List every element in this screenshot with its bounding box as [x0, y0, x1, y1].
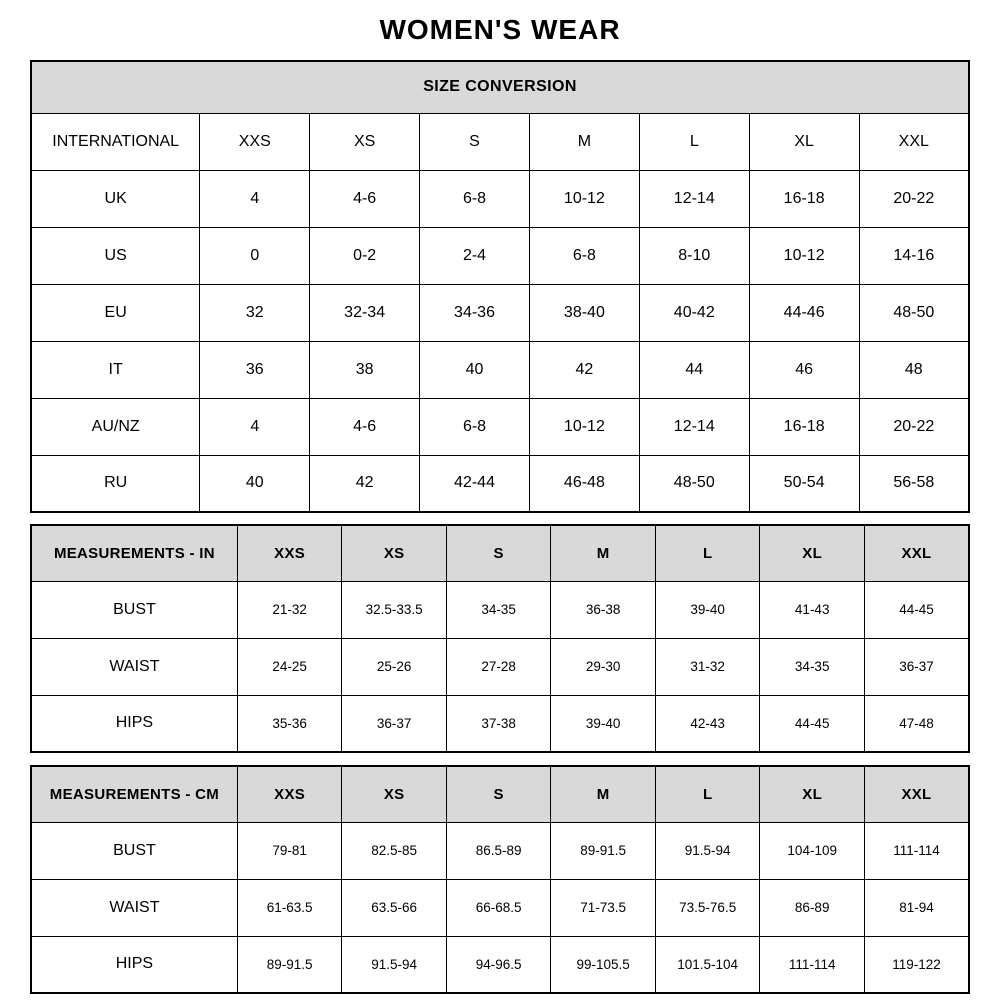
measurements-in-title: MEASUREMENTS - IN — [31, 525, 237, 581]
size-conversion-title: SIZE CONVERSION — [31, 61, 969, 113]
measurements-cm-cell: 73.5-76.5 — [655, 879, 760, 936]
size-col-header-l: L — [639, 113, 749, 170]
size-conversion-cell: 10-12 — [529, 170, 639, 227]
size-conversion-cell: 6-8 — [529, 227, 639, 284]
size-conversion-cell: 42 — [310, 455, 420, 512]
size-col-header-xl: XL — [749, 113, 859, 170]
row-label-hips: HIPS — [31, 936, 237, 993]
measurements-in-row-waist — [31, 638, 969, 695]
measurements-in-cell: 36-38 — [551, 581, 656, 638]
row-label-us: US — [31, 227, 200, 284]
size-conversion-row-uk — [31, 170, 969, 227]
measurements-in-body — [31, 525, 969, 752]
measurements-in-cell: 44-45 — [864, 581, 969, 638]
size-conversion-cell: 12-14 — [639, 398, 749, 455]
size-conversion-cell: 40 — [420, 341, 530, 398]
size-conversion-cell: 56-58 — [859, 455, 969, 512]
measurements-in-cell: 41-43 — [760, 581, 865, 638]
measurements-cm-table — [30, 765, 970, 994]
measurements-cm-size-header-xxs: XXS — [237, 766, 342, 822]
measurements-cm-size-header-l: L — [655, 766, 760, 822]
measurements-cm-title: MEASUREMENTS - CM — [31, 766, 237, 822]
size-conversion-cell: 32 — [200, 284, 310, 341]
measurements-cm-cell: 89-91.5 — [551, 822, 656, 879]
size-conversion-cell: 48 — [859, 341, 969, 398]
size-conversion-cell: 10-12 — [529, 398, 639, 455]
row-label-eu: EU — [31, 284, 200, 341]
size-conversion-cell: 10-12 — [749, 227, 859, 284]
measurements-cm-cell: 91.5-94 — [655, 822, 760, 879]
size-col-header-xxs: XXS — [200, 113, 310, 170]
measurements-in-cell: 21-32 — [237, 581, 342, 638]
row-label-bust: BUST — [31, 581, 237, 638]
measurements-in-row-bust — [31, 581, 969, 638]
measurements-in-cell: 44-45 — [760, 695, 865, 752]
size-conversion-cell: 38-40 — [529, 284, 639, 341]
size-conversion-cell: 44 — [639, 341, 749, 398]
size-conversion-cell: 36 — [200, 341, 310, 398]
measurements-in-cell: 34-35 — [446, 581, 551, 638]
measurements-cm-size-header-m: M — [551, 766, 656, 822]
measurements-in-size-header-m: M — [551, 525, 656, 581]
measurements-cm-cell: 99-105.5 — [551, 936, 656, 993]
row-label-it: IT — [31, 341, 200, 398]
size-conversion-cell: 4-6 — [310, 398, 420, 455]
measurements-cm-size-header-xl: XL — [760, 766, 865, 822]
measurements-cm-size-header-s: S — [446, 766, 551, 822]
size-conversion-cell: 6-8 — [420, 170, 530, 227]
size-conversion-cell: 40 — [200, 455, 310, 512]
row-label-au-nz: AU/NZ — [31, 398, 200, 455]
size-conversion-cell: 16-18 — [749, 170, 859, 227]
measurements-in-row-hips — [31, 695, 969, 752]
measurements-cm-cell: 71-73.5 — [551, 879, 656, 936]
measurements-in-cell: 27-28 — [446, 638, 551, 695]
measurements-cm-cell: 111-114 — [864, 822, 969, 879]
measurements-in-cell: 36-37 — [342, 695, 447, 752]
size-conversion-banner-row — [31, 61, 969, 113]
row-label-waist: WAIST — [31, 638, 237, 695]
measurements-in-cell: 37-38 — [446, 695, 551, 752]
measurements-in-cell: 39-40 — [551, 695, 656, 752]
measurements-in-cell: 34-35 — [760, 638, 865, 695]
size-conversion-cell: 40-42 — [639, 284, 749, 341]
size-conversion-cell: 20-22 — [859, 398, 969, 455]
measurements-in-cell: 32.5-33.5 — [342, 581, 447, 638]
size-conversion-row-eu — [31, 284, 969, 341]
measurements-cm-cell: 91.5-94 — [342, 936, 447, 993]
measurements-cm-body — [31, 766, 969, 993]
measurements-in-size-header-l: L — [655, 525, 760, 581]
row-label-hips: HIPS — [31, 695, 237, 752]
size-conversion-cell: 8-10 — [639, 227, 749, 284]
measurements-cm-cell: 101.5-104 — [655, 936, 760, 993]
size-conversion-row-au-nz — [31, 398, 969, 455]
measurements-in-header-row — [31, 525, 969, 581]
size-conversion-cell: 4 — [200, 170, 310, 227]
measurements-in-cell: 42-43 — [655, 695, 760, 752]
measurements-cm-cell: 104-109 — [760, 822, 865, 879]
measurements-cm-cell: 119-122 — [864, 936, 969, 993]
measurements-cm-cell: 61-63.5 — [237, 879, 342, 936]
measurements-in-cell: 39-40 — [655, 581, 760, 638]
row-label-ru: RU — [31, 455, 200, 512]
size-conversion-cell: 42-44 — [420, 455, 530, 512]
size-conversion-cell: 48-50 — [639, 455, 749, 512]
row-label-uk: UK — [31, 170, 200, 227]
measurements-cm-cell: 111-114 — [760, 936, 865, 993]
size-col-header-s: S — [420, 113, 530, 170]
size-conversion-cell: 46-48 — [529, 455, 639, 512]
size-conversion-header-row — [31, 113, 969, 170]
size-conversion-cell: 48-50 — [859, 284, 969, 341]
measurements-cm-cell: 86-89 — [760, 879, 865, 936]
measurements-cm-size-header-xs: XS — [342, 766, 447, 822]
size-conversion-cell: 6-8 — [420, 398, 530, 455]
size-conversion-cell: 42 — [529, 341, 639, 398]
size-conversion-cell: 44-46 — [749, 284, 859, 341]
measurements-in-cell: 24-25 — [237, 638, 342, 695]
measurements-cm-cell: 86.5-89 — [446, 822, 551, 879]
measurements-in-cell: 31-32 — [655, 638, 760, 695]
size-conversion-cell: 46 — [749, 341, 859, 398]
measurements-cm-row-hips — [31, 936, 969, 993]
size-conversion-row-ru — [31, 455, 969, 512]
measurements-cm-cell: 89-91.5 — [237, 936, 342, 993]
measurements-in-cell: 35-36 — [237, 695, 342, 752]
measurements-in-cell: 47-48 — [864, 695, 969, 752]
size-col-header-xxl: XXL — [859, 113, 969, 170]
size-conversion-cell: 4-6 — [310, 170, 420, 227]
size-conversion-cell: 50-54 — [749, 455, 859, 512]
measurements-cm-row-waist — [31, 879, 969, 936]
size-conversion-cell: 32-34 — [310, 284, 420, 341]
row-label-waist: WAIST — [31, 879, 237, 936]
measurements-in-size-header-xxs: XXS — [237, 525, 342, 581]
size-conversion-cell: 12-14 — [639, 170, 749, 227]
size-conversion-cell: 4 — [200, 398, 310, 455]
size-conversion-cell: 0 — [200, 227, 310, 284]
size-conversion-table — [30, 60, 970, 513]
measurements-cm-cell: 82.5-85 — [342, 822, 447, 879]
measurements-in-size-header-xl: XL — [760, 525, 865, 581]
size-conversion-cell: 14-16 — [859, 227, 969, 284]
measurements-in-cell: 36-37 — [864, 638, 969, 695]
measurements-in-size-header-s: S — [446, 525, 551, 581]
measurements-cm-cell: 66-68.5 — [446, 879, 551, 936]
measurements-cm-size-header-xxl: XXL — [864, 766, 969, 822]
measurements-cm-cell: 63.5-66 — [342, 879, 447, 936]
size-conversion-cell: 0-2 — [310, 227, 420, 284]
size-conversion-cell: 16-18 — [749, 398, 859, 455]
measurements-in-cell: 25-26 — [342, 638, 447, 695]
size-conversion-cell: 38 — [310, 341, 420, 398]
size-conversion-row-us — [31, 227, 969, 284]
size-conversion-cell: 34-36 — [420, 284, 530, 341]
row-label-bust: BUST — [31, 822, 237, 879]
measurements-in-table — [30, 524, 970, 753]
measurements-cm-cell: 81-94 — [864, 879, 969, 936]
size-conversion-body — [31, 61, 969, 512]
size-col-header-m: M — [529, 113, 639, 170]
measurements-cm-row-bust — [31, 822, 969, 879]
size-conversion-cell: 2-4 — [420, 227, 530, 284]
size-col-header-xs: XS — [310, 113, 420, 170]
measurements-cm-cell: 94-96.5 — [446, 936, 551, 993]
measurements-cm-cell: 79-81 — [237, 822, 342, 879]
page-title: WOMEN'S WEAR — [379, 14, 621, 45]
size-conversion-row-it — [31, 341, 969, 398]
size-conversion-cell: 20-22 — [859, 170, 969, 227]
measurements-cm-header-row — [31, 766, 969, 822]
measurements-in-size-header-xs: XS — [342, 525, 447, 581]
size-col-header-international: INTERNATIONAL — [31, 113, 200, 170]
measurements-in-size-header-xxl: XXL — [864, 525, 969, 581]
measurements-in-cell: 29-30 — [551, 638, 656, 695]
